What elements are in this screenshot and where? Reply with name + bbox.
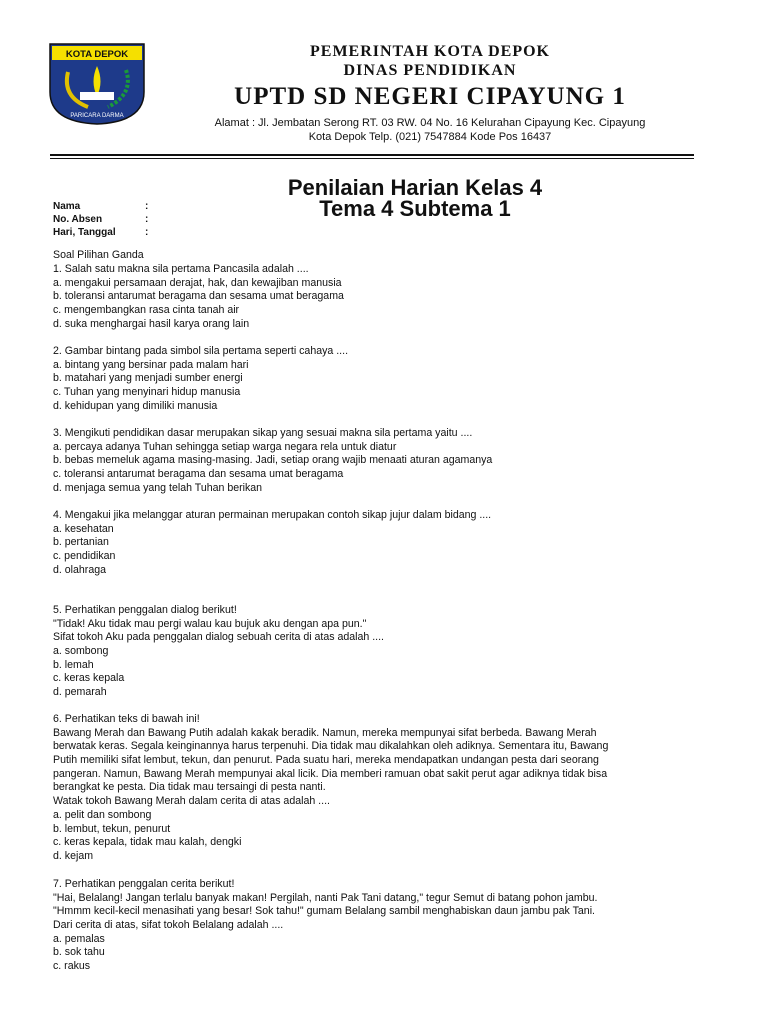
question-line: b. lemah — [53, 658, 94, 671]
question-line: b. pertanian — [53, 536, 109, 549]
question-line: c. mengembangkan rasa cinta tanah air — [53, 304, 240, 317]
header-school: UPTD SD NEGERI CIPAYUNG 1 — [234, 83, 626, 110]
question-line: b. matahari yang menjadi sumber energi — [53, 372, 243, 385]
colon: : — [145, 227, 149, 238]
question-line: c. keras kepala — [53, 672, 125, 685]
svg-text:PARICARA DARMA: PARICARA DARMA — [70, 113, 124, 119]
question-line: a. kesehatan — [53, 522, 114, 535]
question-line: a. pelit dan sombong — [53, 808, 152, 821]
question-text: 7. Perhatikan penggalan cerita berikut! — [53, 878, 235, 890]
question-text: 5. Perhatikan penggalan dialog berikut! — [53, 604, 237, 616]
question-1 — [53, 263, 743, 331]
question-line: Bawang Merah dan Bawang Putih adalah kakak beradik. Namun, mereka mempunyai sifat berbeda. Bawang Merah — [53, 726, 597, 739]
question-line: "Hai, Belalang! Jangan terlalu banyak makan! Pergilah, nanti Pak Tani datang," tegur Semut di batang pohon jambu. — [53, 891, 598, 904]
question-line: c. toleransi antarumat beragama dan sesama umat beragama — [53, 468, 344, 481]
question-line: berwatak keras. Segala keinginannya harus terpenuhi. Dia tidak mau dikalahkan oleh adiknya. Sementara itu, Bawang — [53, 740, 609, 753]
label-nama: Nama — [53, 201, 81, 212]
label-hari-tanggal: Hari, Tanggal — [53, 227, 116, 238]
label-no-absen: No. Absen — [53, 214, 103, 225]
question-line: d. olahraga — [53, 563, 107, 576]
question-text: 1. Salah satu makna sila pertama Pancasila adalah .... — [53, 263, 309, 275]
question-text: 4. Mengakui jika melanggar aturan permainan merupakan contoh sikap jujur dalam bidang .... — [53, 509, 492, 521]
question-text: 2. Gambar bintang pada simbol sila pertama seperti cahaya .... — [53, 345, 349, 357]
question-line: Watak tokoh Bawang Merah dalam cerita di atas adalah .... — [53, 795, 330, 808]
question-line: b. bebas memeluk agama masing-masing. Jadi, setiap orang wajib menaati aturan agamanya — [53, 454, 493, 467]
question-line: d. menjaga semua yang telah Tuhan berikan — [53, 481, 263, 494]
question-text: 6. Perhatikan teks di bawah ini! — [53, 713, 200, 725]
colon: : — [145, 214, 149, 225]
colon: : — [145, 201, 149, 212]
question-line: pangeran. Namun, Bawang Merah mempunyai akal licik. Dia memberi ramuan obat sakit perut agar adiknya tidak bisa — [53, 767, 608, 780]
question-line: d. kejam — [53, 849, 94, 862]
header-department: DINAS PENDIDIKAN — [343, 62, 517, 79]
exam-subtitle: Tema 4 Subtema 1 — [319, 196, 511, 221]
question-line: b. sok tahu — [53, 946, 105, 959]
kota-depok-logo — [48, 42, 146, 126]
question-4 — [53, 509, 743, 577]
question-line: Sifat tokoh Aku pada penggalan dialog sebuah cerita di atas adalah .... — [53, 631, 385, 644]
question-line: c. pendidikan — [53, 550, 116, 563]
question-line: a. mengakui persamaan derajat, hak, dan kewajiban manusia — [53, 276, 342, 289]
question-2 — [53, 345, 743, 413]
question-5 — [53, 604, 743, 700]
question-line: d. suka menghargai hasil karya orang lain — [53, 317, 250, 330]
question-7 — [53, 878, 743, 974]
question-line: "Hmmm kecil-kecil menasihati yang besar! Sok tahu!" gumam Belalang sambil menghabiskan daun jambu pak Tani. — [53, 905, 595, 918]
question-line: d. pemarah — [53, 686, 107, 699]
svg-text:KOTA DEPOK: KOTA DEPOK — [65, 49, 129, 60]
question-line: b. toleransi antarumat beragama dan sesama umat beragama — [53, 290, 344, 303]
question-line: c. keras kepala, tidak mau kalah, dengki — [53, 836, 242, 849]
header-government: PEMERINTAH KOTA DEPOK — [310, 43, 550, 60]
question-line: d. kehidupan yang dimiliki manusia — [53, 399, 218, 412]
question-line: b. lembut, tekun, penurut — [53, 822, 171, 835]
question-line: c. rakus — [53, 960, 91, 973]
question-line: c. Tuhan yang menyinari hidup manusia — [53, 386, 241, 399]
question-line: a. sombong — [53, 645, 109, 658]
question-3 — [53, 427, 743, 495]
question-line: "Tidak! Aku tidak mau pergi walau kau bujuk aku dengan apa pun." — [53, 617, 367, 630]
question-line: a. pemalas — [53, 932, 105, 945]
question-line: a. percaya adanya Tuhan sehingga setiap warga negara rela untuk diatur — [53, 440, 397, 453]
header-contact: Kota Depok Telp. (021) 7547884 Kode Pos 16437 — [308, 131, 552, 143]
question-line: Putih memiliki sifat lembut, tekun, dan penurut. Pada suatu hari, mereka mendapatkan undangan pesta dari seorang — [53, 754, 599, 767]
question-6 — [53, 713, 743, 864]
header-divider-thin — [50, 158, 694, 159]
header-address: Alamat : Jl. Jembatan Serong RT. 03 RW. 04 No. 16 Kelurahan Cipayung Kec. Cipayung — [214, 117, 646, 129]
question-line: a. bintang yang bersinar pada malam hari — [53, 358, 249, 371]
header-divider — [50, 154, 694, 156]
question-line: berangkat ke pesta. Dia tidak mau tersaingi di pesta nanti. — [53, 781, 326, 794]
exam-title: Penilaian Harian Kelas 4 — [287, 175, 543, 200]
question-line: Dari cerita di atas, sifat tokoh Belalang adalah .... — [53, 919, 284, 932]
section-heading: Soal Pilihan Ganda — [53, 249, 144, 261]
question-text: 3. Mengikuti pendidikan dasar merupakan sikap yang sesuai makna sila pertama yaitu .... — [53, 427, 473, 439]
